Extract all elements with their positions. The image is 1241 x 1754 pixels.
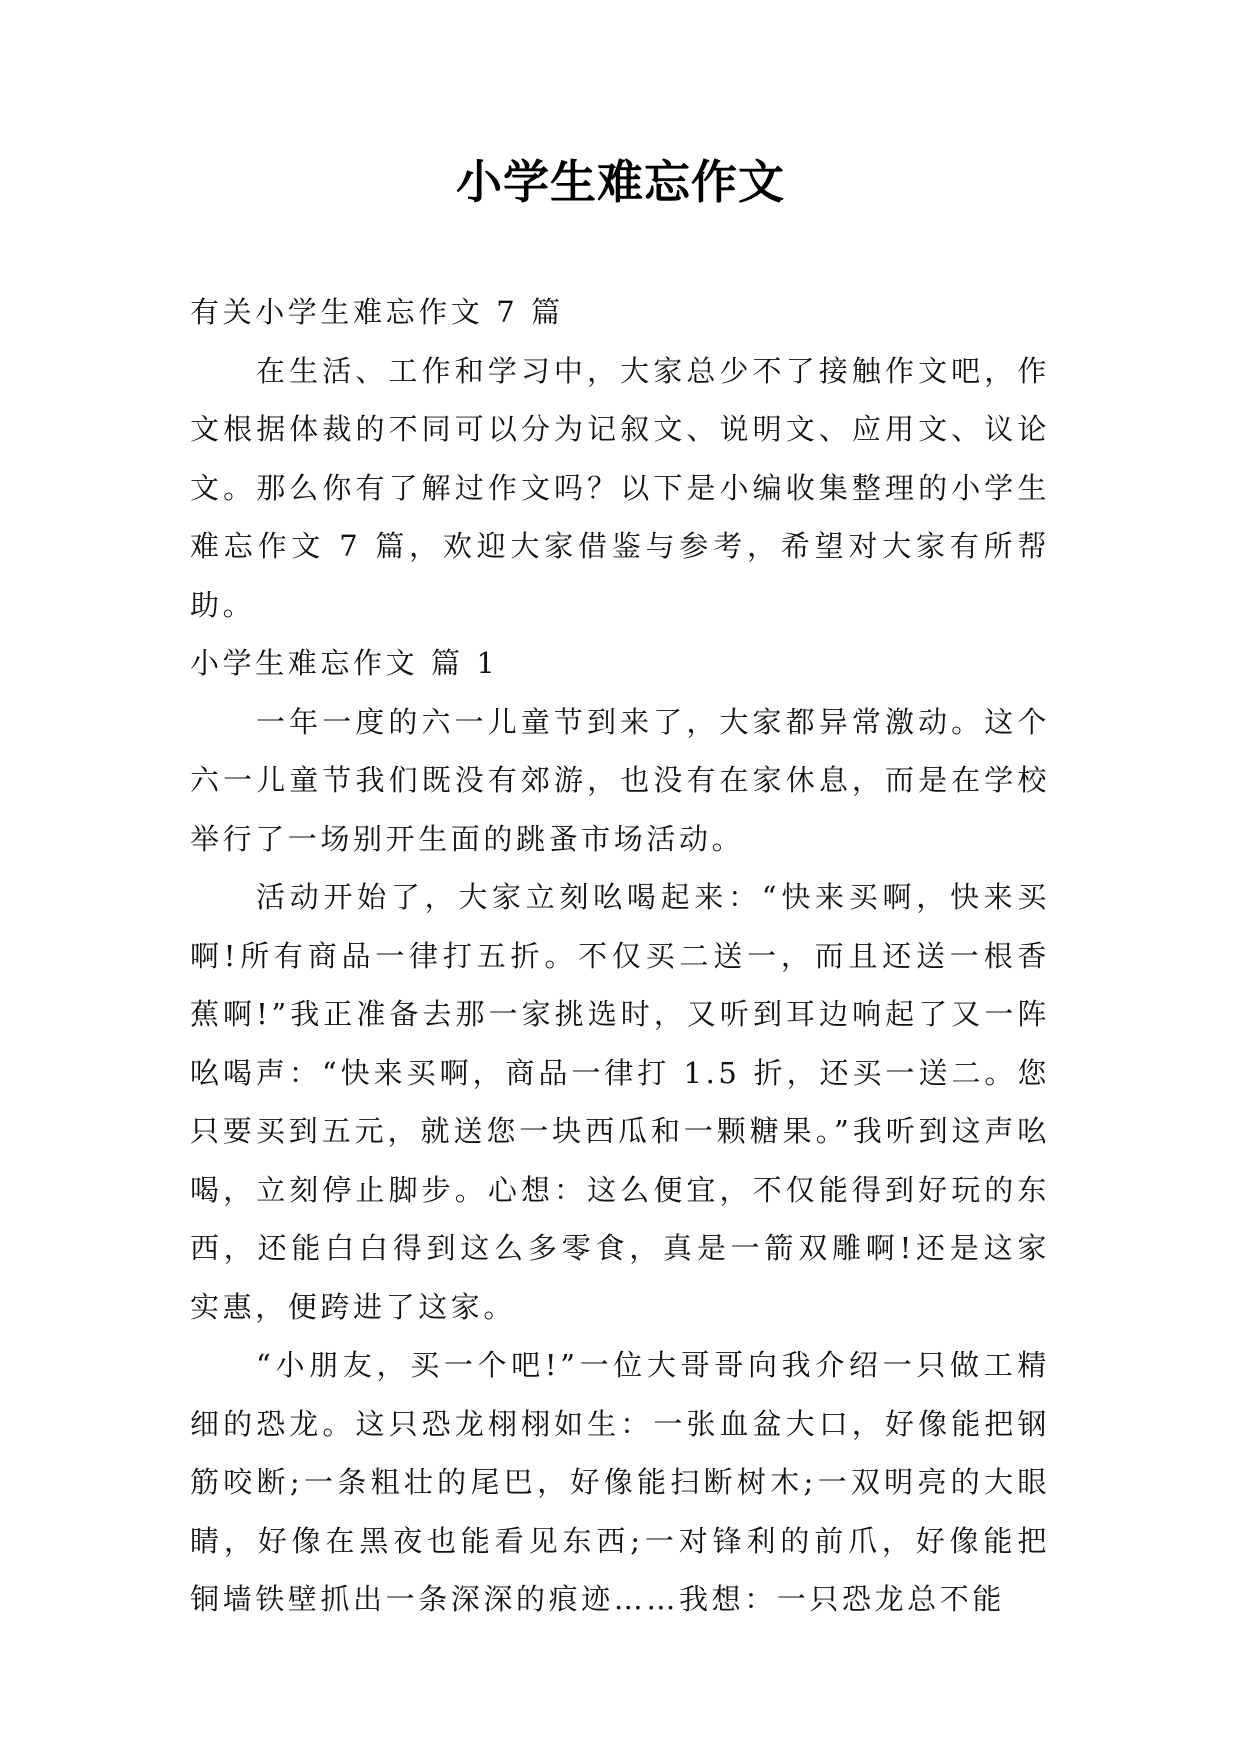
body-paragraph: 活动开始了，大家立刻吆喝起来：“快来买啊，快来买啊!所有商品一律打五折。不仅买二送一，而且还送一根香蕉啊!”我正准备去那一家挑选时，又听到耳边响起了又一阵吆喝声：“快来买啊，商品一律打 1.5 折，还买一送二。您只要买到五元，就送您一块西瓜和一颗糖果。”我听到这声吆喝，立刻停止脚步。心想：这么便宜，不仅能得到好玩的东西，还能白白得到这么多零食，真是一箭双雕啊!还是这家实惠，便跨进了这家。 [190, 880, 1050, 1324]
body-paragraph: “小朋友，买一个吧!”一位大哥哥向我介绍一只做工精细的恐龙。这只恐龙栩栩如生：一张血盆大口，好像能把钢筋咬断;一条粗壮的尾巴，好像能扫断树木;一双明亮的大眼睛，好像在黑夜也能看见东西;一对锋利的前爪，好像能把铜墙铁壁抓出一条深深的痕迹……我想：一只恐龙总不能 [190, 1348, 1050, 1616]
intro-paragraph: 在生活、工作和学习中，大家总少不了接触作文吧，作文根据体裁的不同可以分为记叙文、说明文、应用文、议论文。那么你有了解过作文吗？以下是小编收集整理的小学生难忘作文 7 篇，欢迎大家借鉴与参考，希望对大家有所帮助。 [190, 353, 1050, 622]
document-body [190, 283, 1050, 1629]
document-title: 小学生难忘作文 [456, 155, 785, 209]
section-heading: 小学生难忘作文 篇 1 [190, 646, 499, 680]
body-paragraph: 一年一度的六一儿童节到来了，大家都异常激动。这个六一儿童节我们既没有郊游，也没有在家休息，而是在学校举行了一场别开生面的跳蚤市场活动。 [190, 704, 1050, 856]
document-subtitle: 有关小学生难忘作文 7 篇 [190, 295, 564, 329]
